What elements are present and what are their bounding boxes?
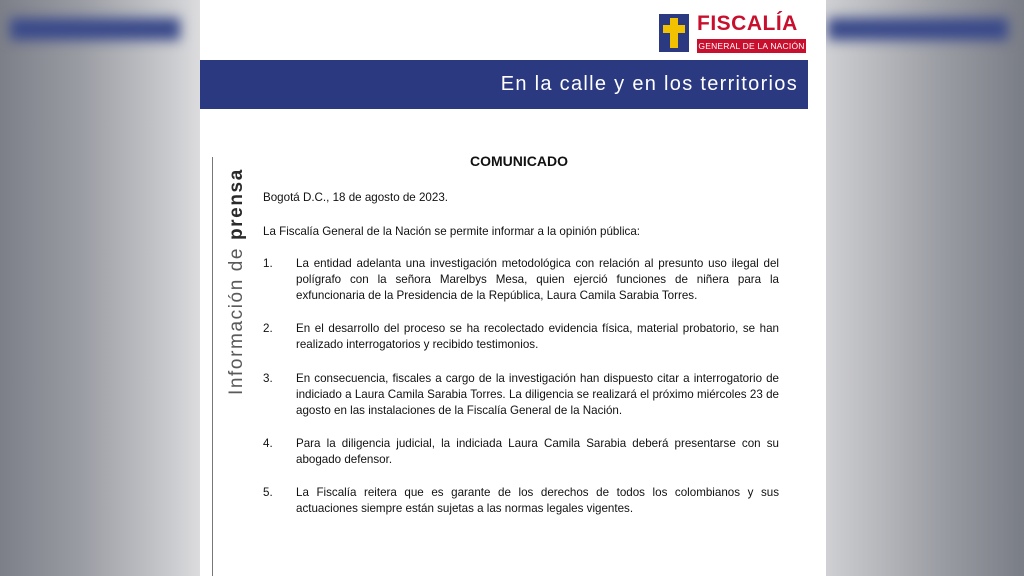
item-number: 2. [263, 322, 273, 335]
item-text: La entidad adelanta una investigación metodológica con relación al presunto uso ilegal del polígrafo con la señora Marelbys Mesa, quien ejerció funciones de niñera para la exfuncionaria de la Presidencia de la República, Laura Camila Sarabia Torres. [296, 257, 779, 302]
item-text: Para la diligencia judicial, la indiciada Laura Camila Sarabia deberá presentarse con su abogado defensor. [296, 437, 779, 466]
logo-title: FISCALÍA [697, 12, 798, 35]
vertical-label-light: Información de [226, 240, 247, 395]
press-release-page [200, 0, 826, 576]
slogan-banner [200, 60, 808, 109]
item-number: 1. [263, 257, 273, 270]
item-text: En el desarrollo del proceso se ha recolectado evidencia física, material probatorio, se han realizado interrogatorios y recibido testimonios. [296, 322, 779, 351]
intro-text: La Fiscalía General de la Nación se permite informar a la opinión pública: [263, 225, 640, 238]
item-number: 4. [263, 437, 273, 450]
logo-subtitle: GENERAL DE LA NACIÓN [698, 41, 805, 51]
blurred-background-right [808, 0, 1024, 576]
document-title: COMUNICADO [470, 153, 568, 169]
sidebar-divider [212, 157, 213, 576]
fiscalia-shield-icon [659, 14, 689, 52]
item-number: 5. [263, 486, 273, 499]
item-number: 3. [263, 372, 273, 385]
banner-text: En la calle y en los territorios [500, 73, 798, 95]
place-date: Bogotá D.C., 18 de agosto de 2023. [263, 191, 448, 204]
blurred-background-left [0, 0, 200, 576]
item-text: En consecuencia, fiscales a cargo de la investigación han dispuesto citar a interrogatorio de indiciado a Laura Camila Sarabia Torres. La diligencia se realizará el próximo miércoles 23 de agosto en las instalaciones de la Fiscalía General de la Nación. [296, 372, 779, 417]
item-text: La Fiscalía reitera que es garante de los derechos de todos los colombianos y sus actuaciones siempre están sujetas a las normas legales vigentes. [296, 486, 779, 515]
fiscalia-logo [659, 14, 809, 54]
vertical-press-label [226, 168, 248, 395]
vertical-label-bold: prensa [226, 168, 247, 241]
